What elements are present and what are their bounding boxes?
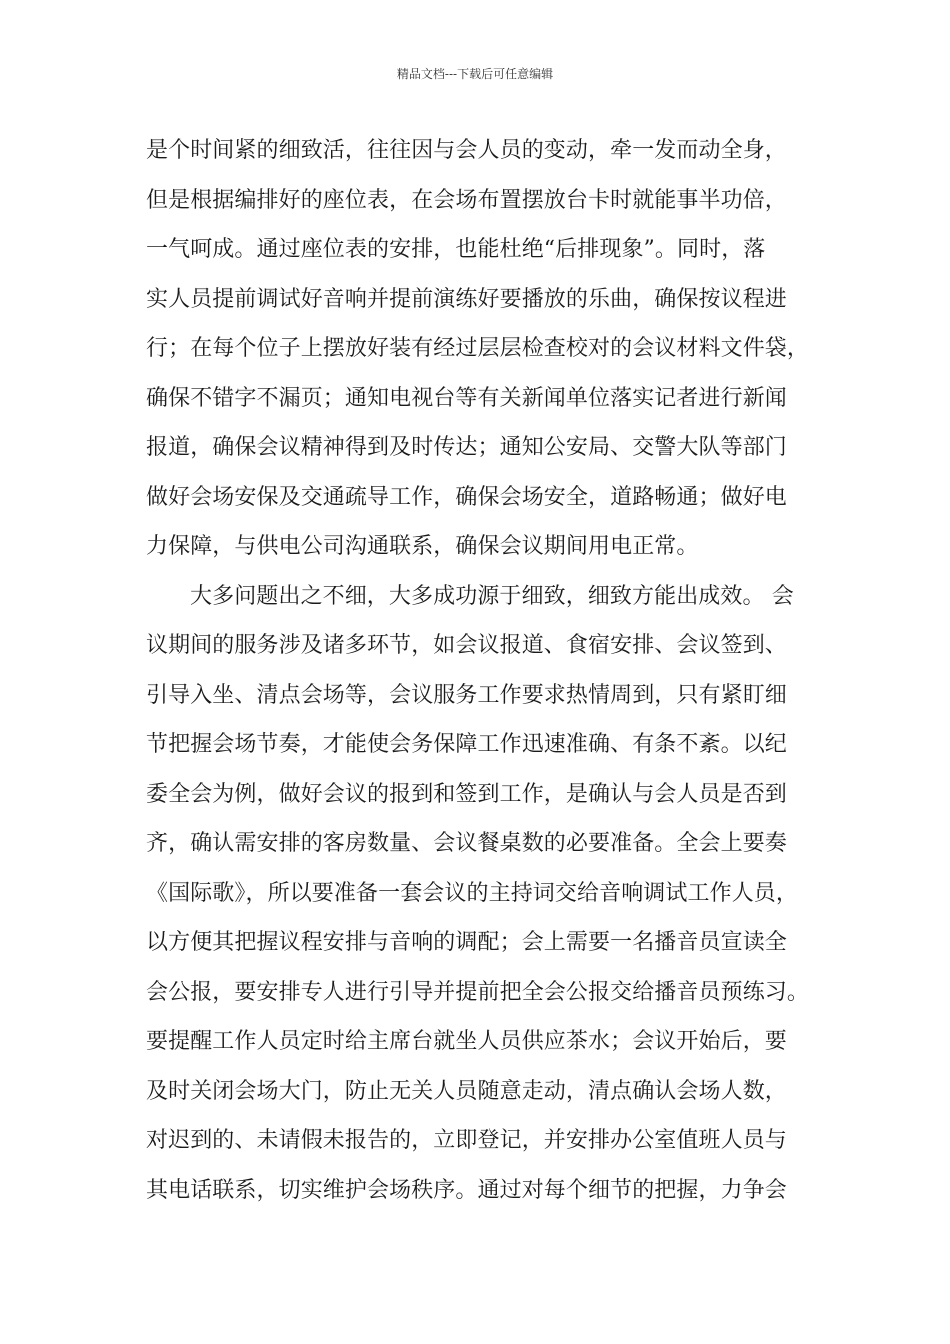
text-line: 《国际歌》，所以要准备一套会议的主持词交给音响调试工作人员， (146, 880, 799, 906)
text-line: 引导入坐、清点会场等，会议服务工作要求热情周到，只有紧盯细 (146, 682, 787, 708)
text-line: 以方便其把握议程安排与音响的调配；会上需要一名播音员宣读全 (146, 930, 787, 955)
page-header: 精品文档---下载后可任意编辑 (396, 67, 554, 81)
paragraph-first-line: 大多问题出之不细，大多成功源于细致，细致方能出成效。 会 (190, 583, 794, 609)
text-line: 其电话联系，切实维护会场秩序。通过对每个细节的把握，力争会 (146, 1177, 787, 1203)
text-line: 委全会为例，做好会议的报到和签到工作，是确认与会人员是否到 (146, 781, 787, 807)
text-line: 确保不错字不漏页；通知电视台等有关新闻单位落实记者进行新闻 (146, 385, 787, 411)
text-line: 一气呵成。通过座位表的安排，也能杜绝“后排现象”。同时，落 (146, 237, 766, 262)
text-line: 对迟到的、未请假未报告的，立即登记，并安排办公室值班人员与 (146, 1128, 787, 1153)
text-line: 行；在每个位子上摆放好装有经过层层检查校对的会议材料文件袋， (146, 336, 810, 361)
text-line: 是个时间紧的细致活，往往因与会人员的变动，牵一发而动全身， (146, 138, 787, 163)
text-line: 议期间的服务涉及诸多环节，如会议报道、食宿安排、会议签到、 (146, 633, 787, 658)
text-line: 会公报，要安排专人进行引导并提前把全会公报交给播音员预练习。 (146, 979, 810, 1005)
document-body (146, 126, 826, 1215)
text-line: 节把握会场节奏，才能使会务保障工作迅速准确、有条不紊。以纪 (146, 732, 787, 757)
text-line: 及时关闭会场大门，防止无关人员随意走动，清点确认会场人数， (146, 1078, 787, 1104)
text-line: 力保障，与供电公司沟通联系，确保会议期间用电正常。 (146, 534, 699, 559)
text-line: 做好会场安保及交通疏导工作，确保会场安全，道路畅通；做好电 (146, 484, 787, 510)
text-line: 报道，确保会议精神得到及时传达；通知公安局、交警大队等部门 (146, 435, 787, 460)
text-line: 齐，确认需安排的客房数量、会议餐桌数的必要准备。全会上要奏 (146, 831, 787, 856)
text-line: 但是根据编排好的座位表，在会场布置摆放台卡时就能事半功倍， (146, 187, 787, 213)
text-line: 实人员提前调试好音响并提前演练好要播放的乐曲，确保按议程进 (146, 286, 787, 312)
text-line: 要提醒工作人员定时给主席台就坐人员供应茶水；会议开始后，要 (146, 1029, 787, 1054)
